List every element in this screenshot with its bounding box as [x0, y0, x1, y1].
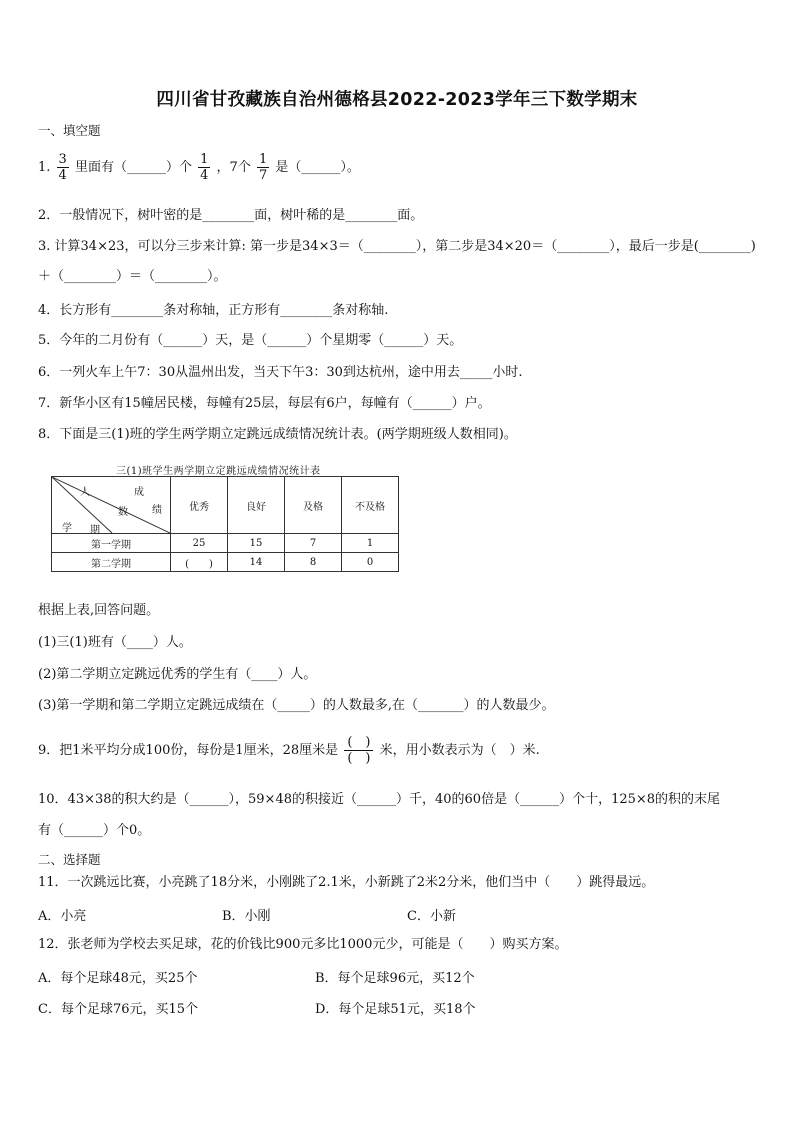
- table-cell: 25: [171, 534, 228, 553]
- question-9: [38, 732, 540, 770]
- table-header: 良好: [228, 477, 285, 534]
- q11-option-b: B．小刚: [222, 909, 271, 924]
- corner-label-d: 绩: [152, 505, 162, 516]
- section-fill-heading: 一、填空题: [38, 123, 101, 138]
- question-8: 8．下面是三(1)班的学生两学期立定跳远成绩情况统计表。(两学期班级人数相同)。: [38, 427, 517, 442]
- table-row: [52, 553, 399, 572]
- question-10-line-2: 有（______）个0。: [38, 823, 151, 838]
- page-title: 四川省甘孜藏族自治州德格县2022-2023学年三下数学期末: [156, 90, 638, 110]
- question-5: 5．今年的二月份有（______）天，是（______）个星期零（______）天。: [38, 333, 463, 348]
- q9-text-post: 米，用小数表示为（ ）米.: [379, 743, 540, 758]
- question-2: 2．一般情况下，树叶密的是________面，树叶稀的是________面。: [38, 208, 424, 223]
- question-4: 4．长方形有________条对称轴，正方形有________条对称轴.: [38, 303, 389, 318]
- table-cell: 0: [342, 553, 399, 572]
- table-row-label: 第一学期: [52, 534, 171, 553]
- question-10-line-1: 10．43×38的积大约是（______），59×48的积接近（______）千，40的60倍是（______）个十，125×8的积的末尾: [38, 792, 721, 807]
- question-8-part-1: (1)三(1)班有（____）人。: [38, 635, 192, 650]
- q12-option-b: B．每个足球96元，买12个: [315, 971, 475, 986]
- table-cell: 8: [285, 553, 342, 572]
- section-choice-heading: 二、选择题: [38, 852, 101, 867]
- question-8-part-3: (3)第一学期和第二学期立定跳远成绩在（_____）的人数最多,在（_______）的人数最少。: [38, 698, 555, 713]
- q1-text-3: 是（______）。: [275, 160, 360, 175]
- question-7: 7．新华小区有15幢居民楼，每幢有25层，每层有6户，每幢有（______）户。: [38, 396, 491, 411]
- table-cell: 1: [342, 534, 399, 553]
- corner-label-e: 学: [62, 523, 72, 534]
- fraction-3-4: $\frac{3}{4}$: [58, 152, 67, 183]
- corner-label-f: 期: [90, 525, 100, 536]
- q9-text-pre: 9．把1米平均分成100份，每份是1厘米，28厘米是: [38, 743, 339, 758]
- table-cell: 15: [228, 534, 285, 553]
- question-3-line-2: ＋（________）＝（________）。: [38, 269, 227, 284]
- fraction-1-7: $\frac{1}{7}$: [258, 152, 268, 183]
- question-8-part-2: (2)第二学期立定跳远优秀的学生有（____）人。: [38, 667, 317, 682]
- corner-label-c: 数: [118, 507, 128, 518]
- q1-text-2: ，7个: [216, 160, 251, 175]
- q11-option-c: C．小新: [407, 909, 456, 924]
- question-1: [38, 152, 360, 183]
- q1-number: 1.: [38, 160, 51, 175]
- q12-option-a: A．每个足球48元，买25个: [38, 971, 198, 986]
- stats-table: [51, 476, 399, 572]
- question-11: 11．一次跳远比赛，小亮跳了18分米，小刚跳了2.1米，小新跳了2米2分米，他们当中（ ）跳得最远。: [38, 875, 655, 890]
- question-6: 6．一列火车上午7：30从温州出发，当天下午3：30到达杭州，途中用去_____小时.: [38, 365, 523, 380]
- table-header-row: [52, 477, 399, 534]
- question-12: 12．张老师为学校去买足球，花的价钱比900元多比1000元少，可能是（ ）购买方案。: [38, 937, 568, 952]
- question-8-intro: 根据上表,回答问题。: [38, 603, 160, 618]
- table-header: 及格: [285, 477, 342, 534]
- table-header: 优秀: [171, 477, 228, 534]
- corner-label-b: 成: [134, 487, 144, 498]
- table-cell: ( ): [171, 553, 228, 572]
- table-row: [52, 534, 399, 553]
- table-cell: 14: [228, 553, 285, 572]
- table-header: 不及格: [342, 477, 399, 534]
- table-corner-cell: [52, 477, 171, 534]
- q12-option-c: C．每个足球76元，买15个: [38, 1002, 199, 1017]
- table-cell: 7: [285, 534, 342, 553]
- blank-fraction: ( ) ( ): [344, 735, 373, 766]
- question-3-line-1: 3. 计算34×23，可以分三步来计算: 第一步是34×3＝（________），第二步是34×20＝（________），最后一步是(________): [38, 239, 756, 254]
- table-row-label: 第二学期: [52, 553, 171, 572]
- corner-label-a: 人: [80, 487, 90, 498]
- q1-text-1: 里面有（______）个: [74, 160, 192, 175]
- fraction-1-4: $\frac{1}{4}$: [200, 152, 209, 183]
- q11-option-a: A．小亮: [38, 909, 87, 924]
- table-caption: 三(1)班学生两学期立定跳远成绩情况统计表: [116, 466, 321, 477]
- q12-option-d: D．每个足球51元，买18个: [315, 1002, 476, 1017]
